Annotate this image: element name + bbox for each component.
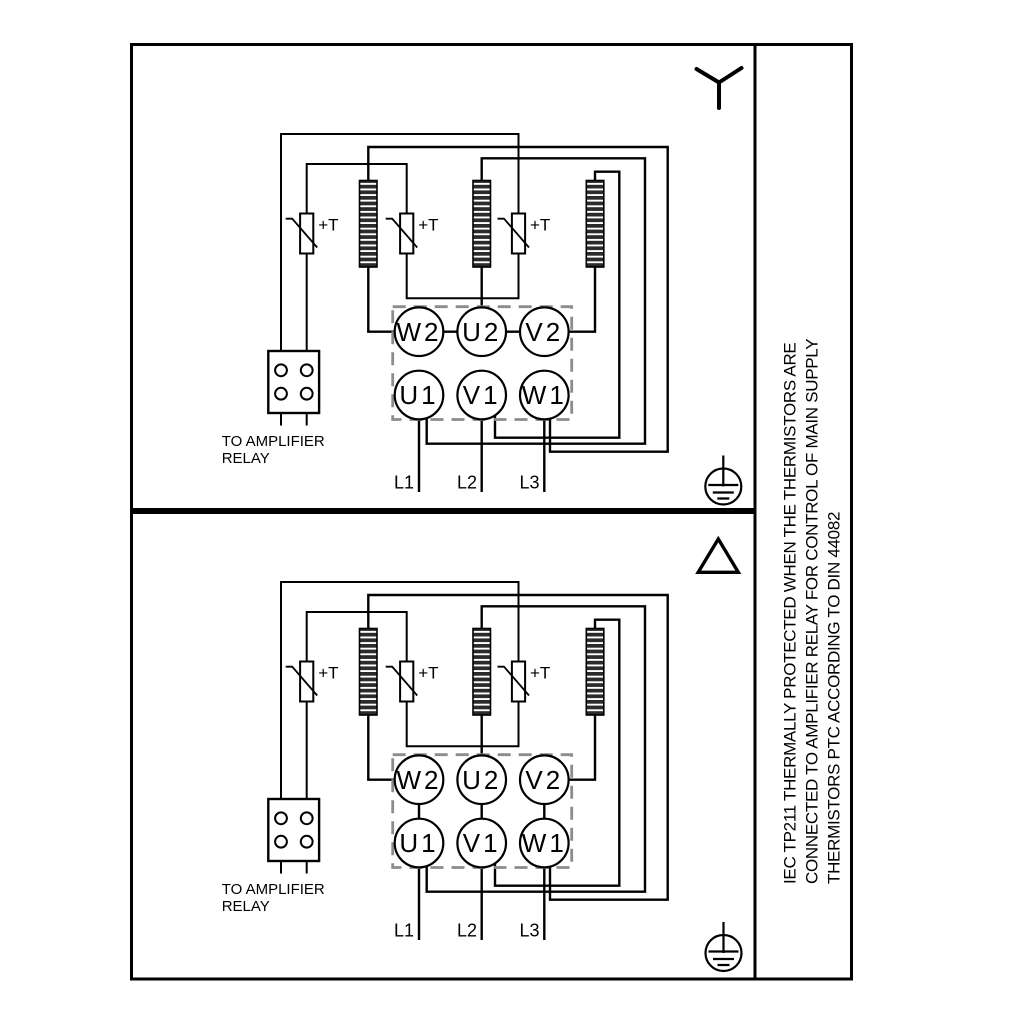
terminal-v1	[457, 819, 506, 868]
terminal-v2	[520, 307, 569, 356]
thermistor-label: +T	[318, 215, 339, 235]
supply-line-label: L1	[394, 920, 415, 941]
delta-icon	[698, 539, 738, 572]
terminal-label: U1	[399, 828, 439, 859]
thermistor-label: +T	[530, 663, 551, 683]
terminal-u2	[457, 307, 506, 356]
terminal-label: W2	[396, 316, 442, 347]
thermistor-label: +T	[530, 215, 551, 235]
thermistor-label: +T	[418, 663, 439, 683]
motor-winding-coil	[473, 181, 491, 268]
supply-line-label: L2	[457, 472, 478, 493]
thermistor-label: +T	[318, 663, 339, 683]
terminal-label: W1	[521, 828, 567, 859]
terminal-v2	[520, 755, 569, 804]
amplifier-relay-label: TO AMPLIFIER	[221, 881, 325, 898]
earth-icon	[706, 922, 742, 971]
wire	[368, 267, 394, 332]
terminal-label: V1	[462, 380, 501, 411]
terminal-label: U2	[462, 316, 502, 347]
motor-winding-coil	[586, 181, 604, 268]
thermistor-symbol	[386, 214, 418, 254]
star-icon	[697, 68, 742, 108]
wire	[307, 612, 407, 662]
wire	[407, 254, 519, 299]
thermistor-symbol	[286, 662, 318, 702]
terminal-u1	[395, 819, 444, 868]
terminal-w2	[395, 755, 444, 804]
thermistor-symbol	[498, 662, 530, 702]
amplifier-relay-terminals	[268, 799, 319, 861]
terminal-label: V2	[525, 764, 564, 795]
thermistor-symbol	[386, 662, 418, 702]
wire	[281, 861, 307, 874]
terminal-u1	[395, 371, 444, 420]
terminal-u2	[457, 755, 506, 804]
wire	[407, 702, 519, 747]
terminal-label: V1	[462, 828, 501, 859]
side-note-line: IEC TP211 THERMALLY PROTECTED WHEN THE THERMISTORS ARE	[780, 342, 800, 884]
amplifier-relay-label: TO AMPLIFIER	[221, 433, 325, 450]
motor-winding-coil	[360, 629, 378, 716]
terminal-w1	[520, 371, 569, 420]
side-note-line: THERMISTORS PTC ACCORDING TO DIN 44082	[824, 511, 844, 884]
side-note	[781, 339, 844, 884]
wire	[368, 715, 394, 780]
terminal-w2	[395, 307, 444, 356]
terminal-v1	[457, 371, 506, 420]
star-panel	[222, 68, 742, 505]
wire	[281, 413, 307, 426]
supply-line-label: L1	[394, 472, 415, 493]
side-note-line: CONNECTED TO AMPLIFIER RELAY FOR CONTROL OF MAIN SUPPLY	[802, 338, 822, 884]
delta-terminal-links	[419, 804, 544, 819]
motor-winding-coil	[360, 181, 378, 268]
earth-icon	[705, 456, 741, 505]
amplifier-relay-terminals	[268, 351, 319, 413]
motor-winding-coil	[586, 629, 604, 716]
wire	[307, 164, 407, 214]
thermistor-label: +T	[418, 215, 439, 235]
terminal-label: V2	[525, 316, 564, 347]
supply-line-label: L2	[457, 920, 478, 941]
terminal-w1	[520, 819, 569, 868]
delta-panel	[222, 539, 742, 971]
terminal-label: U2	[462, 764, 502, 795]
terminal-label: W2	[396, 764, 442, 795]
supply-line-label: L3	[519, 472, 540, 493]
terminal-label: W1	[521, 380, 567, 411]
supply-line-label: L3	[519, 920, 540, 941]
amplifier-relay-label: RELAY	[221, 450, 270, 467]
thermistor-symbol	[286, 214, 318, 254]
terminal-label: U1	[399, 380, 439, 411]
motor-winding-coil	[473, 629, 491, 716]
thermistor-symbol	[498, 214, 530, 254]
amplifier-relay-label: RELAY	[221, 898, 270, 915]
